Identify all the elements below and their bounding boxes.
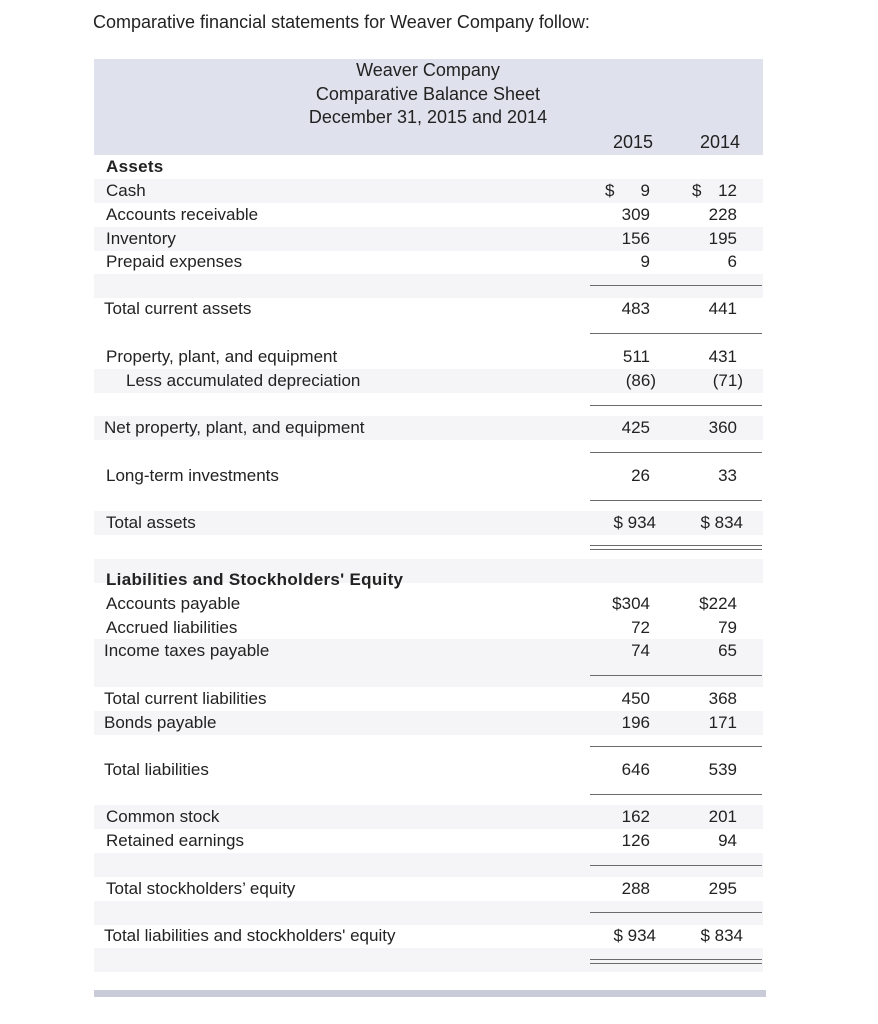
subtotal-rule	[590, 865, 762, 866]
net-ppe-2014: 360	[708, 418, 737, 437]
total-le-2014: $ 834	[700, 926, 743, 945]
lt-invest-2015: 26	[631, 466, 650, 485]
row-label-total-liabilities-equity: Total liabilities and stockholders' equity	[104, 926, 396, 945]
row-band	[94, 901, 763, 925]
column-header-2014: 2014	[699, 132, 741, 152]
row-label-ppe: Property, plant, and equipment	[106, 347, 338, 366]
row-label-total-assets: Total assets	[106, 513, 196, 532]
row-label-total-current-assets: Total current assets	[104, 299, 252, 318]
company-name: Weaver Company	[356, 60, 500, 80]
column-header-2015: 2015	[612, 132, 654, 152]
total-double-rule	[590, 963, 762, 964]
subtotal-rule	[590, 746, 762, 747]
common-stock-2014: 201	[708, 807, 737, 826]
bottom-bar	[94, 990, 766, 997]
dollar-sign: $	[605, 181, 615, 200]
row-label-net-ppe: Net property, plant, and equipment	[104, 418, 365, 437]
retained-earnings-2015: 126	[621, 831, 650, 850]
total-current-liabilities-2014: 368	[708, 689, 737, 708]
row-label-accounts-receivable: Accounts receivable	[106, 205, 259, 224]
row-label-total-current-liabilities: Total current liabilities	[104, 689, 267, 708]
lt-invest-2014: 33	[718, 466, 737, 485]
row-label-accounts-payable: Accounts payable	[106, 594, 241, 613]
net-ppe-2015: 425	[621, 418, 650, 437]
bonds-2014: 171	[708, 713, 737, 732]
total-liabilities-2015: 646	[621, 760, 650, 779]
row-band	[94, 274, 763, 298]
intro-text: Comparative financial statements for Weaver Company follow:	[93, 12, 590, 32]
row-band	[94, 948, 763, 972]
subtotal-rule	[590, 912, 762, 913]
tax-2014: 65	[718, 641, 737, 660]
subtotal-rule	[590, 405, 762, 406]
row-label-long-term-investments: Long-term investments	[106, 466, 279, 485]
ar-2014: 228	[708, 205, 737, 224]
inventory-2015: 156	[621, 229, 650, 248]
inventory-2014: 195	[708, 229, 737, 248]
row-label-common-stock: Common stock	[106, 807, 220, 826]
table-header	[94, 59, 763, 155]
statement-date: December 31, 2015 and 2014	[308, 107, 548, 127]
total-le-2015: $ 934	[613, 926, 656, 945]
subtotal-rule	[590, 452, 762, 453]
total-assets-2014: $ 834	[700, 513, 743, 532]
accum-dep-2015: (86)	[625, 371, 656, 390]
section-heading-liabilities-equity: Liabilities and Stockholders' Equity	[106, 570, 404, 589]
ppe-2014: 431	[708, 347, 737, 366]
subtotal-rule	[590, 333, 762, 334]
row-label-prepaid-expenses: Prepaid expenses	[106, 252, 243, 271]
row-band	[94, 179, 763, 203]
row-label-accumulated-depreciation: Less accumulated depreciation	[126, 371, 361, 390]
total-double-rule	[590, 549, 762, 550]
row-label-income-taxes-payable: Income taxes payable	[104, 641, 270, 660]
row-label-total-liabilities: Total liabilities	[104, 760, 209, 779]
ar-2015: 309	[621, 205, 650, 224]
balance-sheet-table	[94, 59, 763, 981]
ap-2014: $224	[699, 594, 737, 613]
bonds-2015: 196	[621, 713, 650, 732]
subtotal-rule	[590, 285, 762, 286]
total-double-rule	[590, 545, 762, 546]
subtotal-rule	[590, 675, 762, 676]
row-band	[94, 227, 763, 251]
retained-earnings-2014: 94	[718, 831, 737, 850]
accum-dep-2014: (71)	[712, 371, 743, 390]
row-label-cash: Cash	[106, 181, 146, 200]
accrued-2014: 79	[718, 618, 737, 637]
common-stock-2015: 162	[621, 807, 650, 826]
total-current-assets-2015: 483	[621, 299, 650, 318]
total-double-rule	[590, 959, 762, 960]
row-label-accrued-liabilities: Accrued liabilities	[106, 618, 238, 637]
prepaid-2014: 6	[727, 252, 737, 271]
row-label-total-stockholders-equity: Total stockholders’ equity	[106, 879, 296, 898]
total-equity-2015: 288	[621, 879, 650, 898]
dollar-sign: $	[692, 181, 702, 200]
total-equity-2014: 295	[708, 879, 737, 898]
section-heading-assets: Assets	[106, 157, 164, 176]
row-label-retained-earnings: Retained earnings	[106, 831, 244, 850]
row-label-bonds-payable: Bonds payable	[104, 713, 217, 732]
row-label-inventory: Inventory	[106, 229, 176, 248]
subtotal-rule	[590, 500, 762, 501]
ppe-2015: 511	[622, 347, 650, 366]
total-current-liabilities-2015: 450	[621, 689, 650, 708]
tax-2015: 74	[631, 641, 650, 660]
statement-title: Comparative Balance Sheet	[315, 84, 541, 104]
total-assets-2015: $ 934	[613, 513, 656, 532]
total-liabilities-2014: 539	[708, 760, 737, 779]
ap-2015: $304	[612, 594, 650, 613]
prepaid-2015: 9	[640, 252, 650, 271]
total-current-assets-2014: 441	[708, 299, 737, 318]
accrued-2015: 72	[631, 618, 650, 637]
subtotal-rule	[590, 794, 762, 795]
cash-2014: 12	[718, 181, 737, 200]
cash-2015: 9	[640, 181, 650, 200]
